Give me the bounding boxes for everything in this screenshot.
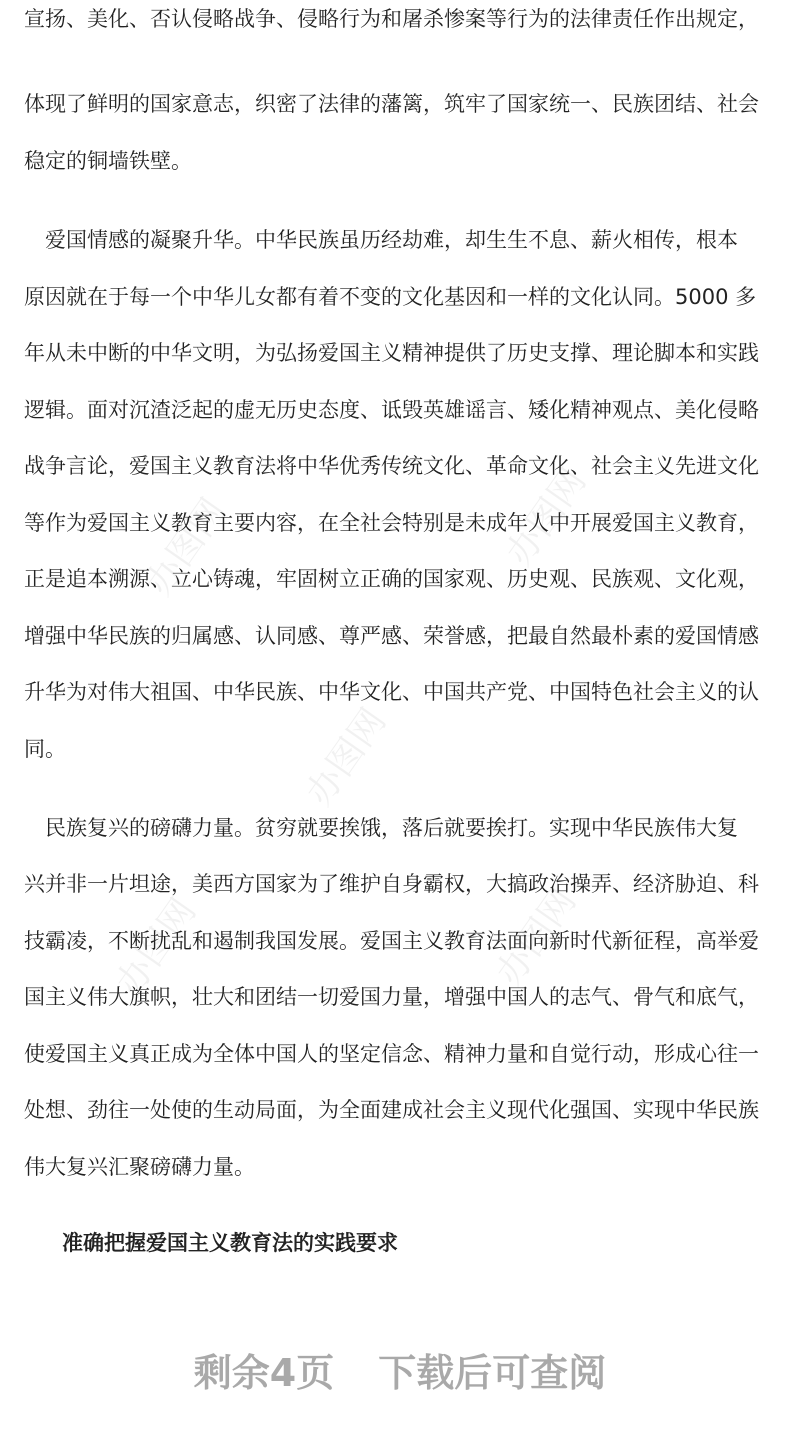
paragraph-2-line-4: 逻辑。面对沉渣泛起的虚无历史态度、诋毁英雄谣言、矮化精神观点、美化侵略 — [24, 398, 759, 422]
paragraph-3-line-3: 技霸凌，不断扰乱和遏制我国发展。爱国主义教育法面向新时代新征程，高举爱 — [24, 929, 759, 953]
watermark: 办图网 — [108, 891, 205, 1004]
paragraph-1-line-3: 稳定的铜墙铁壁。 — [24, 149, 192, 173]
paragraph-3-line-1: 民族复兴的磅礴力量。贫穷就要挨饿，落后就要挨打。实现中华民族伟大复 — [24, 816, 738, 840]
remaining-pages-label: 剩余4页 — [193, 1351, 335, 1395]
watermark: 办图网 — [488, 881, 585, 994]
download-to-read-label: 下载后可查阅 — [378, 1351, 607, 1395]
paragraph-2-line-5: 战争言论，爱国主义教育法将中华优秀传统文化、革命文化、社会主义先进文化 — [24, 454, 759, 478]
paragraph-2-line-10: 同。 — [24, 737, 66, 761]
paragraph-3-line-5: 使爱国主义真正成为全体中国人的坚定信念、精神力量和自觉行动，形成心往一 — [24, 1042, 759, 1066]
paragraph-3-line-6: 处想、劲往一处使的生动局面，为全面建成社会主义现代化强国、实现中华民族 — [24, 1098, 759, 1122]
paragraph-2-line-8: 增强中华民族的归属感、认同感、尊严感、荣誉感，把最自然最朴素的爱国情感 — [24, 624, 759, 648]
paragraph-2-line-3: 年从未中断的中华文明，为弘扬爱国主义精神提供了历史支撑、理论脚本和实践 — [24, 341, 759, 365]
paragraph-1-line-1: 宣扬、美化、否认侵略战争、侵略行为和屠杀惨案等行为的法律责任作出规定， — [24, 7, 759, 31]
watermark: 办图网 — [498, 461, 595, 574]
paragraph-2-line-2: 原因就在于每一个中华儿女都有着不变的文化基因和一样的文化认同。5000 多 — [24, 285, 757, 309]
paragraph-3-line-7: 伟大复兴汇聚磅礴力量。 — [24, 1155, 255, 1179]
paragraph-3-line-2: 兴并非一片坦途，美西方国家为了维护自身霸权，大搞政治操弄、经济胁迫、科 — [24, 872, 759, 896]
watermark: 办图网 — [298, 701, 395, 814]
watermark: 办图网 — [138, 491, 235, 604]
section-heading: 准确把握爱国主义教育法的实践要求 — [62, 1231, 398, 1255]
paragraph-2-line-6: 等作为爱国主义教育主要内容，在全社会特别是未成年人中开展爱国主义教育， — [24, 511, 759, 535]
paragraph-2-line-9: 升华为对伟大祖国、中华民族、中华文化、中国共产党、中国特色社会主义的认 — [24, 680, 759, 704]
paragraph-2-line-1: 爱国情感的凝聚升华。中华民族虽历经劫难，却生生不息、薪火相传，根本 — [24, 228, 738, 252]
paragraph-3-line-4: 国主义伟大旗帜，壮大和团结一切爱国力量，增强中国人的志气、骨气和底气， — [24, 985, 759, 1009]
remaining-pages-banner[interactable] — [0, 1347, 800, 1399]
paragraph-1-line-2: 体现了鲜明的国家意志，织密了法律的藩篱，筑牢了国家统一、民族团结、社会 — [24, 92, 759, 116]
paragraph-2-line-7: 正是追本溯源、立心铸魂，牢固树立正确的国家观、历史观、民族观、文化观， — [24, 567, 759, 591]
